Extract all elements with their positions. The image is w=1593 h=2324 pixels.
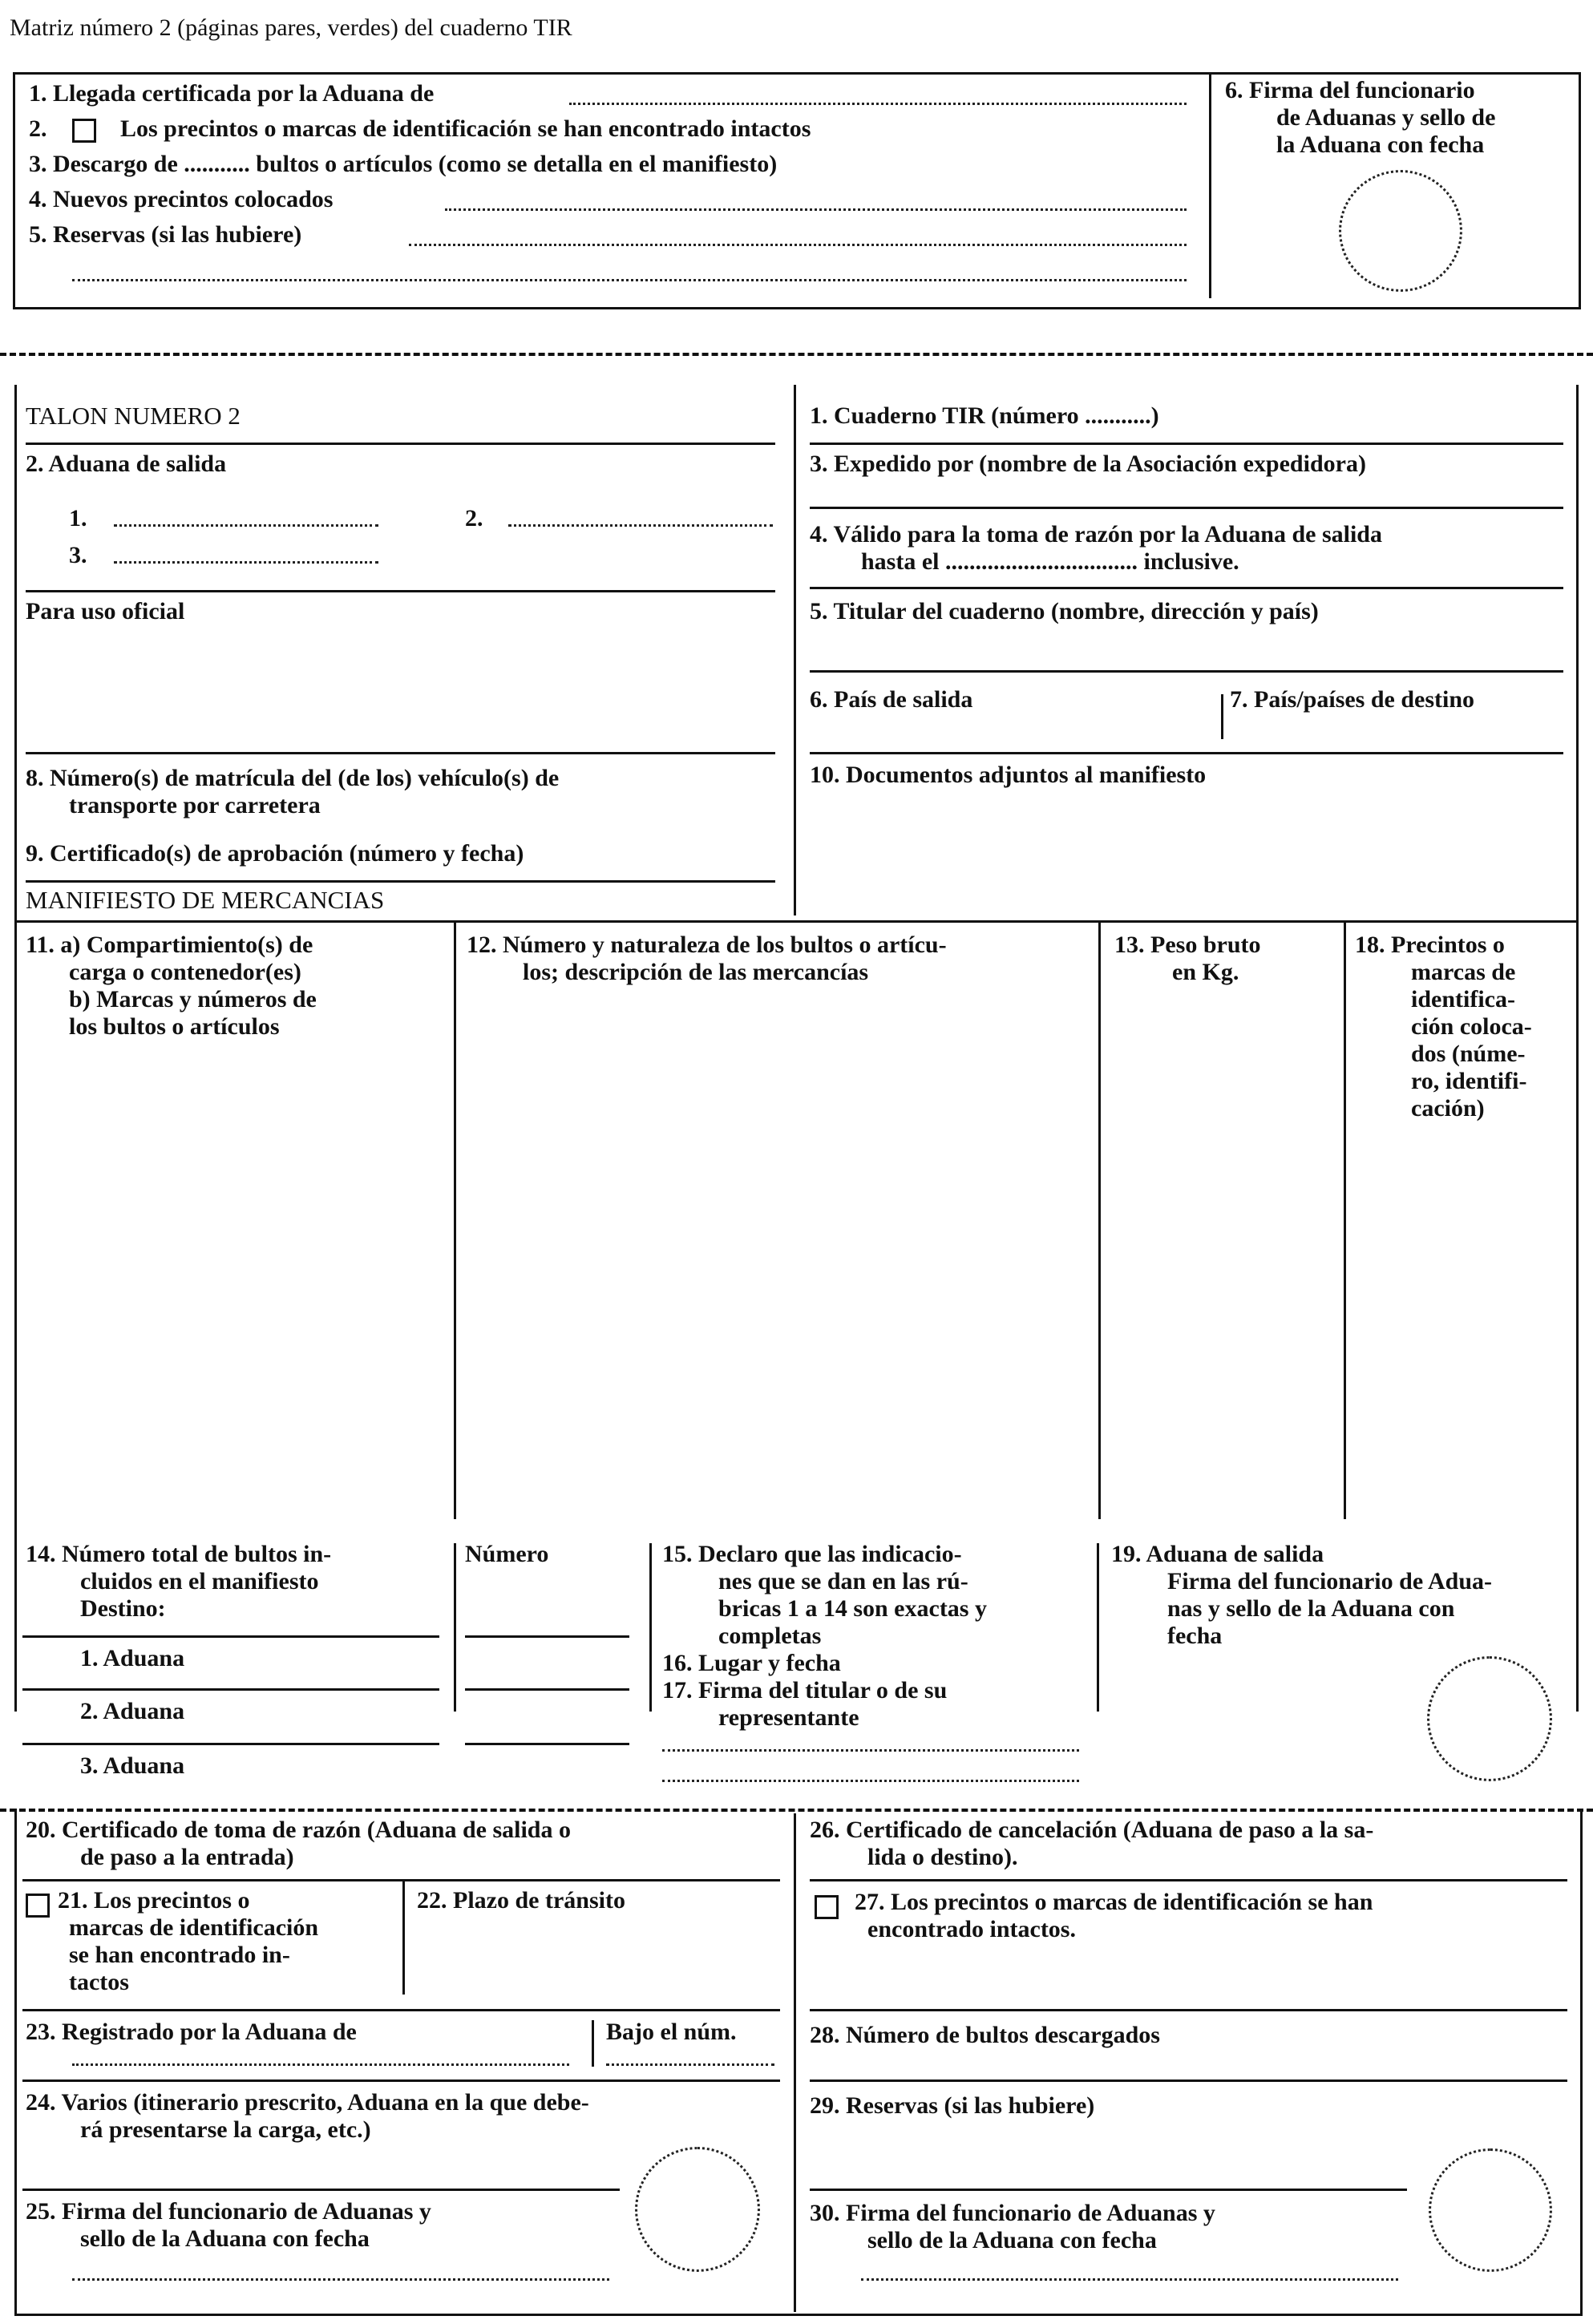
numero-line-3[interactable]	[465, 1743, 629, 1745]
col18-line3: identifica-	[1411, 986, 1515, 1012]
f23-line[interactable]	[72, 2063, 569, 2066]
rule	[1098, 922, 1101, 1519]
manifest-title: MANIFIESTO DE MERCANCIAS	[26, 886, 385, 914]
stamp-circle-6	[1339, 170, 1462, 292]
rule	[22, 2009, 780, 2011]
talon-r7: 7. País/países de destino	[1230, 686, 1475, 713]
talon-r6: 6. País de salida	[810, 686, 973, 713]
f27-line2: encontrado intactos.	[867, 1916, 1076, 1942]
col11-line1: 11. a) Compartimiento(s) de	[26, 932, 313, 958]
rule	[26, 590, 775, 592]
f21-line3: se han encontrado in-	[69, 1942, 290, 1968]
f15-line1: 15. Declaro que las indicacio-	[662, 1541, 962, 1567]
talon-r4-line2: hasta el ................................ inclusive.	[861, 548, 1239, 575]
f17-signature-line[interactable]	[662, 1749, 1079, 1752]
f21-line2: marcas de identificación	[69, 1914, 319, 1941]
rule	[454, 922, 456, 1519]
rule	[22, 1743, 439, 1745]
form-right-border	[1576, 385, 1579, 1712]
matrix-item-2-num: 2.	[29, 115, 47, 142]
f28-unloaded: 28. Número de bultos descargados	[810, 2022, 1160, 2048]
col18-line7: cación)	[1411, 1095, 1485, 1122]
stamp-circle-19	[1427, 1656, 1552, 1781]
numero-line-2[interactable]	[465, 1688, 629, 1691]
rule	[810, 752, 1563, 754]
f21-line1: 21. Los precintos o	[58, 1887, 250, 1914]
f17-line1: 17. Firma del titular o de su	[662, 1677, 948, 1704]
matrix-item-4-line[interactable]	[445, 208, 1187, 211]
f14-aduana-2: 2. Aduana	[80, 1698, 185, 1724]
f20-line2: de paso a la entrada)	[80, 1844, 294, 1870]
f30-line1: 30. Firma del funcionario de Aduanas y	[810, 2200, 1215, 2226]
f23-number-line[interactable]	[606, 2063, 774, 2066]
talon-f2-2: 2.	[465, 505, 483, 531]
col12-line2: los; descripción de las mercancías	[523, 959, 869, 985]
f27-line1: 27. Los precintos o marcas de identificación se han	[855, 1889, 1373, 1915]
f30-signature-line[interactable]	[861, 2278, 1398, 2281]
f20-line1: 20. Certificado de toma de razón (Aduana de salida o	[26, 1817, 571, 1843]
rule	[592, 2020, 594, 2067]
f19-line4: fecha	[1167, 1623, 1223, 1649]
f15-line3: bricas 1 a 14 son exactas y	[718, 1595, 987, 1622]
rule	[22, 1688, 439, 1691]
col18-line6: ro, identifi-	[1411, 1068, 1527, 1094]
f21-line4: tactos	[69, 1969, 129, 1995]
page-title: Matriz número 2 (páginas pares, verdes) del cuaderno TIR	[10, 14, 572, 41]
talon-f2-3-line[interactable]	[114, 561, 378, 564]
f25-signature-line[interactable]	[72, 2278, 609, 2281]
matrix-item-1-line[interactable]	[569, 103, 1187, 105]
stamp-circle-25	[635, 2147, 760, 2272]
f24-line1: 24. Varios (itinerario prescrito, Aduana en la que debe-	[26, 2089, 589, 2116]
matrix-item-5-line-2[interactable]	[72, 279, 1187, 281]
rule	[402, 1881, 405, 1995]
rule	[26, 752, 775, 754]
talon-f8-line1: 8. Número(s) de matrícula del (de los) vehículo(s) de	[26, 765, 560, 791]
rule	[810, 507, 1563, 509]
rule	[26, 880, 775, 883]
f14-numero-header: Número	[465, 1541, 549, 1567]
f19-line1: 19. Aduana de salida	[1111, 1541, 1324, 1567]
col13-line2: en Kg.	[1172, 959, 1239, 985]
rule	[810, 670, 1563, 673]
f17-line2: representante	[718, 1704, 859, 1731]
rule	[22, 1879, 780, 1881]
rule	[810, 1879, 1567, 1881]
stamp-circle-30	[1429, 2148, 1552, 2272]
talon-title: TALON NUMERO 2	[26, 402, 241, 430]
talon-r3: 3. Expedido por (nombre de la Asociación expedidora)	[810, 451, 1366, 477]
talon-r1: 1. Cuaderno TIR (número ...........)	[810, 402, 1159, 429]
matrix-item-2-checkbox[interactable]	[72, 119, 96, 143]
f27-checkbox[interactable]	[815, 1895, 839, 1919]
f17-signature-line-2[interactable]	[662, 1780, 1079, 1782]
talon-f2-1-line[interactable]	[114, 524, 378, 527]
talon-f2-3: 3.	[69, 542, 87, 568]
f23-number: Bajo el núm.	[606, 2019, 737, 2045]
talon-official-use: Para uso oficial	[26, 598, 185, 624]
rule	[26, 443, 775, 445]
col11-line2: carga o contenedor(es)	[69, 959, 301, 985]
talon-f2: 2. Aduana de salida	[26, 451, 227, 477]
talon-f2-2-line[interactable]	[508, 524, 773, 527]
cut-line-top	[0, 353, 1593, 356]
rule	[649, 1543, 652, 1712]
matrix-item-4: 4. Nuevos precintos colocados	[29, 186, 334, 212]
f14-aduana-1: 1. Aduana	[80, 1645, 185, 1671]
f14-line2: cluidos en el manifiesto	[80, 1568, 319, 1594]
rule	[22, 2189, 620, 2191]
f19-line2: Firma del funcionario de Adua-	[1167, 1568, 1493, 1594]
col11-line4: los bultos o artículos	[69, 1013, 280, 1040]
f14-aduana-3: 3. Aduana	[80, 1752, 185, 1779]
rule	[1097, 1543, 1099, 1712]
form-left-border	[14, 385, 17, 1712]
f16-place-date: 16. Lugar y fecha	[662, 1650, 841, 1676]
numero-line-1[interactable]	[465, 1635, 629, 1638]
talon-r4-line1: 4. Válido para la toma de razón por la Aduana de salida	[810, 521, 1382, 548]
f26-line1: 26. Certificado de cancelación (Aduana de paso a la sa-	[810, 1817, 1374, 1843]
rule	[454, 1543, 456, 1712]
rule	[810, 2189, 1407, 2191]
talon-f8-line2: transporte por carretera	[69, 792, 321, 818]
f29-reservations: 29. Reservas (si las hubiere)	[810, 2092, 1095, 2119]
rule	[1344, 922, 1346, 1519]
f24-line2: rá presentarse la carga, etc.)	[80, 2116, 371, 2143]
talon-f2-1: 1.	[69, 505, 87, 531]
col18-line4: ción coloca-	[1411, 1013, 1532, 1040]
f23-registered: 23. Registrado por la Aduana de	[26, 2019, 357, 2045]
col18-line5: dos (núme-	[1411, 1041, 1526, 1067]
f21-checkbox[interactable]	[26, 1894, 50, 1918]
rule	[1221, 694, 1223, 739]
rule	[22, 1635, 439, 1638]
matrix-divider	[1209, 74, 1211, 298]
matrix-item-5-line[interactable]	[409, 244, 1187, 246]
col12-line1: 12. Número y naturaleza de los bultos o artícu-	[467, 932, 947, 958]
col11-line3: b) Marcas y números de	[69, 986, 317, 1012]
matrix-item-6-line3: la Aduana con fecha	[1276, 131, 1485, 158]
col13-line1: 13. Peso bruto	[1114, 932, 1261, 958]
rule	[810, 587, 1563, 589]
talon-r5: 5. Titular del cuaderno (nombre, dirección y país)	[810, 598, 1319, 624]
f19-line3: nas y sello de la Aduana con	[1167, 1595, 1455, 1622]
matrix-item-6-line1: 6. Firma del funcionario	[1225, 77, 1475, 103]
matrix-item-5: 5. Reservas (si las hubiere)	[29, 221, 302, 248]
rule	[794, 1813, 796, 2312]
rule	[22, 2079, 780, 2082]
col18-line1: 18. Precintos o	[1355, 932, 1505, 958]
f25-line2: sello de la Aduana con fecha	[80, 2225, 370, 2252]
matrix-item-2-text: Los precintos o marcas de identificación se han encontrado intactos	[120, 115, 811, 142]
f22-transit: 22. Plazo de tránsito	[417, 1887, 625, 1914]
matrix-item-1: 1. Llegada certificada por la Aduana de	[29, 80, 435, 107]
rule	[810, 2079, 1567, 2082]
talon-f9: 9. Certificado(s) de aprobación (número y fecha)	[26, 840, 524, 867]
col18-line2: marcas de	[1411, 959, 1516, 985]
talon-middle-divider	[794, 385, 796, 915]
talon-r10: 10. Documentos adjuntos al manifiesto	[810, 762, 1207, 788]
matrix-item-6-line2: de Aduanas y sello de	[1276, 104, 1496, 131]
f15-line4: completas	[718, 1623, 822, 1649]
rule	[810, 2009, 1567, 2011]
f15-line2: nes que se dan en las rú-	[718, 1568, 968, 1594]
f30-line2: sello de la Aduana con fecha	[867, 2227, 1157, 2253]
f14-line3: Destino:	[80, 1595, 166, 1622]
matrix-item-3: 3. Descargo de ........... bultos o artículos (como se detalla en el manifiesto)	[29, 151, 778, 177]
f25-line1: 25. Firma del funcionario de Aduanas y	[26, 2198, 431, 2225]
rule	[810, 443, 1563, 445]
f14-line1: 14. Número total de bultos in-	[26, 1541, 332, 1567]
f26-line2: lida o destino).	[867, 1844, 1018, 1870]
